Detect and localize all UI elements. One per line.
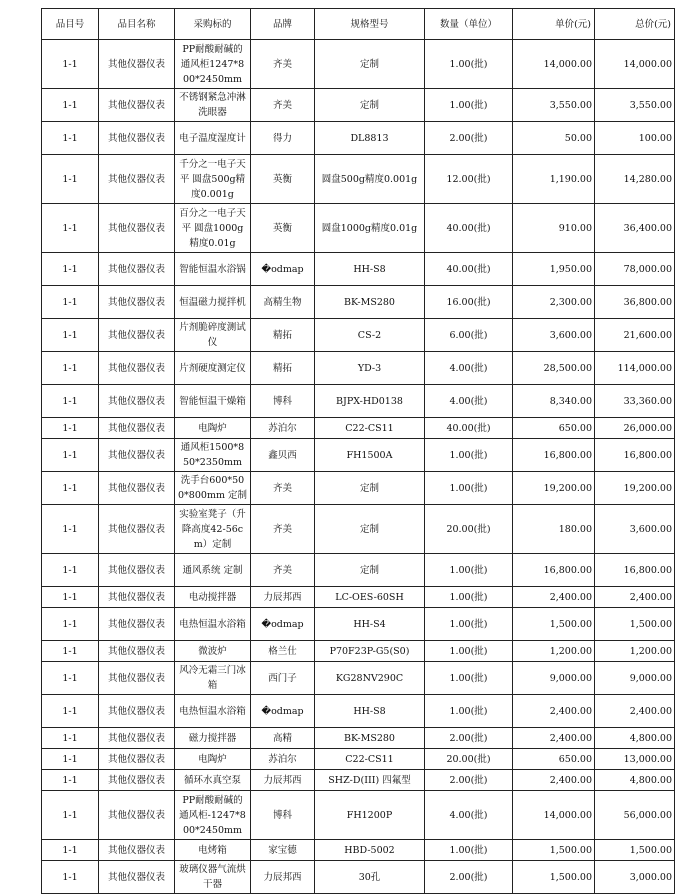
cell-item-no: 1-1 (42, 439, 99, 472)
table-row (42, 587, 675, 608)
cell-item-no: 1-1 (42, 641, 99, 662)
table-row (42, 319, 675, 352)
cell-quantity: 20.00(批) (425, 505, 513, 554)
cell-brand: 得力 (251, 122, 315, 155)
table-row (42, 122, 675, 155)
cell-item-name: 其他仪器仪表 (99, 749, 175, 770)
table-row (42, 662, 675, 695)
cell-item-name: 其他仪器仪表 (99, 155, 175, 204)
cell-quantity: 2.00(批) (425, 122, 513, 155)
cell-unit-price: 50.00 (513, 122, 595, 155)
table-row (42, 418, 675, 439)
cell-quantity: 1.00(批) (425, 840, 513, 861)
cell-item-no: 1-1 (42, 472, 99, 505)
header-item-name: 品目名称 (99, 9, 175, 40)
cell-total-price: 26,000.00 (595, 418, 675, 439)
table-row (42, 286, 675, 319)
cell-unit-price: 2,400.00 (513, 770, 595, 791)
cell-quantity: 1.00(批) (425, 587, 513, 608)
cell-unit-price: 650.00 (513, 749, 595, 770)
cell-item-no: 1-1 (42, 695, 99, 728)
cell-item-name: 其他仪器仪表 (99, 791, 175, 840)
cell-total-price: 3,550.00 (595, 89, 675, 122)
cell-total-price: 36,800.00 (595, 286, 675, 319)
cell-unit-price: 650.00 (513, 418, 595, 439)
cell-procurement-target: 电陶炉 (175, 749, 251, 770)
cell-quantity: 4.00(批) (425, 352, 513, 385)
cell-spec-model: HBD-5002 (315, 840, 425, 861)
cell-procurement-target: 通风柜1500*850*2350mm (175, 439, 251, 472)
cell-total-price: 16,800.00 (595, 554, 675, 587)
cell-item-no: 1-1 (42, 554, 99, 587)
cell-unit-price: 16,800.00 (513, 439, 595, 472)
cell-brand: 齐美 (251, 89, 315, 122)
cell-total-price: 36,400.00 (595, 204, 675, 253)
cell-item-no: 1-1 (42, 505, 99, 554)
cell-spec-model: BK-MS280 (315, 286, 425, 319)
cell-item-no: 1-1 (42, 418, 99, 439)
cell-item-no: 1-1 (42, 155, 99, 204)
cell-spec-model: P70F23P-G5(S0) (315, 641, 425, 662)
header-procurement-target: 采购标的 (175, 9, 251, 40)
cell-item-no: 1-1 (42, 319, 99, 352)
cell-spec-model: BJPX-HD0138 (315, 385, 425, 418)
cell-procurement-target: 片剂硬度测定仪 (175, 352, 251, 385)
cell-brand: 高精 (251, 728, 315, 749)
cell-spec-model: HH-S4 (315, 608, 425, 641)
cell-procurement-target: 洗手台600*500*800mm 定制 (175, 472, 251, 505)
table-row (42, 861, 675, 894)
cell-unit-price: 28,500.00 (513, 352, 595, 385)
cell-brand: �odmap (251, 695, 315, 728)
cell-spec-model: 定制 (315, 554, 425, 587)
header-brand: 品牌 (251, 9, 315, 40)
cell-procurement-target: PP耐酸耐碱的通风柜-1247*800*2450mm (175, 791, 251, 840)
cell-unit-price: 2,300.00 (513, 286, 595, 319)
cell-quantity: 1.00(批) (425, 662, 513, 695)
cell-procurement-target: 玻璃仪器气流烘干器 (175, 861, 251, 894)
cell-unit-price: 2,400.00 (513, 587, 595, 608)
cell-procurement-target: 百分之一电子天平 圆盘1000g精度0.01g (175, 204, 251, 253)
cell-brand: 格兰仕 (251, 641, 315, 662)
cell-spec-model: 30孔 (315, 861, 425, 894)
cell-quantity: 1.00(批) (425, 608, 513, 641)
cell-procurement-target: PP耐酸耐碱的通风柜1247*800*2450mm (175, 40, 251, 89)
cell-procurement-target: 循环水真空泵 (175, 770, 251, 791)
cell-total-price: 9,000.00 (595, 662, 675, 695)
cell-quantity: 2.00(批) (425, 728, 513, 749)
cell-total-price: 3,600.00 (595, 505, 675, 554)
cell-unit-price: 19,200.00 (513, 472, 595, 505)
header-total-price: 总价(元) (595, 9, 675, 40)
table-row (42, 385, 675, 418)
cell-item-name: 其他仪器仪表 (99, 122, 175, 155)
cell-unit-price: 180.00 (513, 505, 595, 554)
table-row (42, 204, 675, 253)
cell-item-name: 其他仪器仪表 (99, 253, 175, 286)
cell-item-name: 其他仪器仪表 (99, 695, 175, 728)
cell-unit-price: 14,000.00 (513, 791, 595, 840)
cell-procurement-target: 风冷无霜三门冰箱 (175, 662, 251, 695)
cell-total-price: 33,360.00 (595, 385, 675, 418)
cell-item-no: 1-1 (42, 662, 99, 695)
cell-unit-price: 16,800.00 (513, 554, 595, 587)
cell-total-price: 13,000.00 (595, 749, 675, 770)
cell-brand: 苏泊尔 (251, 418, 315, 439)
cell-item-name: 其他仪器仪表 (99, 641, 175, 662)
cell-item-name: 其他仪器仪表 (99, 439, 175, 472)
cell-spec-model: HH-S8 (315, 253, 425, 286)
cell-quantity: 40.00(批) (425, 253, 513, 286)
cell-quantity: 12.00(批) (425, 155, 513, 204)
cell-procurement-target: 电动搅拌器 (175, 587, 251, 608)
table-row (42, 608, 675, 641)
cell-item-no: 1-1 (42, 286, 99, 319)
table-body (42, 40, 675, 894)
cell-item-name: 其他仪器仪表 (99, 204, 175, 253)
cell-procurement-target: 智能恒温水浴锅 (175, 253, 251, 286)
cell-quantity: 1.00(批) (425, 641, 513, 662)
cell-quantity: 1.00(批) (425, 472, 513, 505)
cell-procurement-target: 电热恒温水浴箱 (175, 608, 251, 641)
cell-spec-model: 定制 (315, 505, 425, 554)
cell-procurement-target: 电子温度湿度计 (175, 122, 251, 155)
cell-item-no: 1-1 (42, 385, 99, 418)
cell-brand: 力辰邦西 (251, 587, 315, 608)
cell-procurement-target: 实验室凳子（升降高度42-56cm）定制 (175, 505, 251, 554)
cell-unit-price: 3,600.00 (513, 319, 595, 352)
cell-spec-model: 定制 (315, 472, 425, 505)
cell-quantity: 1.00(批) (425, 439, 513, 472)
table-row (42, 352, 675, 385)
header-unit-price: 单价(元) (513, 9, 595, 40)
cell-item-name: 其他仪器仪表 (99, 840, 175, 861)
cell-item-no: 1-1 (42, 608, 99, 641)
cell-total-price: 14,000.00 (595, 40, 675, 89)
cell-spec-model: KG28NV290C (315, 662, 425, 695)
cell-unit-price: 910.00 (513, 204, 595, 253)
table-row (42, 554, 675, 587)
cell-item-no: 1-1 (42, 840, 99, 861)
table-row (42, 40, 675, 89)
cell-item-name: 其他仪器仪表 (99, 472, 175, 505)
cell-total-price: 100.00 (595, 122, 675, 155)
cell-item-no: 1-1 (42, 89, 99, 122)
header-row (42, 9, 675, 40)
table-row (42, 505, 675, 554)
cell-unit-price: 1,500.00 (513, 861, 595, 894)
table-row (42, 641, 675, 662)
cell-procurement-target: 磁力搅拌器 (175, 728, 251, 749)
cell-item-name: 其他仪器仪表 (99, 608, 175, 641)
cell-procurement-target: 千分之一电子天平 圆盘500g精度0.001g (175, 155, 251, 204)
cell-item-no: 1-1 (42, 204, 99, 253)
cell-unit-price: 1,500.00 (513, 840, 595, 861)
cell-spec-model: SHZ-D(III) 四氟型 (315, 770, 425, 791)
table-row (42, 253, 675, 286)
cell-quantity: 1.00(批) (425, 554, 513, 587)
cell-brand: 齐美 (251, 40, 315, 89)
cell-item-no: 1-1 (42, 861, 99, 894)
cell-item-name: 其他仪器仪表 (99, 319, 175, 352)
cell-quantity: 20.00(批) (425, 749, 513, 770)
cell-procurement-target: 智能恒温干燥箱 (175, 385, 251, 418)
cell-quantity: 2.00(批) (425, 861, 513, 894)
table-row (42, 749, 675, 770)
cell-spec-model: 定制 (315, 89, 425, 122)
table-row (42, 840, 675, 861)
cell-quantity: 4.00(批) (425, 791, 513, 840)
cell-spec-model: FH1500A (315, 439, 425, 472)
cell-item-name: 其他仪器仪表 (99, 286, 175, 319)
cell-brand: 博科 (251, 385, 315, 418)
cell-quantity: 2.00(批) (425, 770, 513, 791)
cell-unit-price: 3,550.00 (513, 89, 595, 122)
cell-total-price: 2,400.00 (595, 695, 675, 728)
cell-item-name: 其他仪器仪表 (99, 728, 175, 749)
cell-total-price: 1,200.00 (595, 641, 675, 662)
header-item-no: 品目号 (42, 9, 99, 40)
cell-total-price: 21,600.00 (595, 319, 675, 352)
table-row (42, 155, 675, 204)
cell-procurement-target: 片剂脆碎度测试仪 (175, 319, 251, 352)
cell-quantity: 1.00(批) (425, 40, 513, 89)
cell-spec-model: 圆盘500g精度0.001g (315, 155, 425, 204)
cell-item-name: 其他仪器仪表 (99, 861, 175, 894)
cell-item-name: 其他仪器仪表 (99, 385, 175, 418)
cell-procurement-target: 不锈钢紧急冲淋洗眼器 (175, 89, 251, 122)
cell-total-price: 19,200.00 (595, 472, 675, 505)
cell-brand: 齐美 (251, 554, 315, 587)
cell-spec-model: YD-3 (315, 352, 425, 385)
cell-item-name: 其他仪器仪表 (99, 40, 175, 89)
cell-spec-model: DL8813 (315, 122, 425, 155)
cell-procurement-target: 微波炉 (175, 641, 251, 662)
cell-item-no: 1-1 (42, 253, 99, 286)
cell-item-no: 1-1 (42, 40, 99, 89)
cell-item-name: 其他仪器仪表 (99, 770, 175, 791)
cell-total-price: 3,000.00 (595, 861, 675, 894)
cell-item-no: 1-1 (42, 749, 99, 770)
cell-total-price: 114,000.00 (595, 352, 675, 385)
cell-brand: 精拓 (251, 352, 315, 385)
cell-item-name: 其他仪器仪表 (99, 554, 175, 587)
cell-item-name: 其他仪器仪表 (99, 587, 175, 608)
cell-unit-price: 14,000.00 (513, 40, 595, 89)
cell-unit-price: 2,400.00 (513, 728, 595, 749)
cell-quantity: 40.00(批) (425, 204, 513, 253)
cell-item-name: 其他仪器仪表 (99, 505, 175, 554)
cell-total-price: 78,000.00 (595, 253, 675, 286)
cell-brand: 力辰邦西 (251, 770, 315, 791)
cell-spec-model: HH-S8 (315, 695, 425, 728)
header-spec-model: 规格型号 (315, 9, 425, 40)
cell-brand: �odmap (251, 608, 315, 641)
cell-procurement-target: 电热恒温水浴箱 (175, 695, 251, 728)
table-row (42, 695, 675, 728)
cell-unit-price: 9,000.00 (513, 662, 595, 695)
table-row (42, 770, 675, 791)
cell-quantity: 6.00(批) (425, 319, 513, 352)
cell-unit-price: 1,950.00 (513, 253, 595, 286)
cell-total-price: 1,500.00 (595, 840, 675, 861)
cell-item-no: 1-1 (42, 122, 99, 155)
cell-unit-price: 1,200.00 (513, 641, 595, 662)
cell-spec-model: LC-OES-60SH (315, 587, 425, 608)
cell-total-price: 14,280.00 (595, 155, 675, 204)
cell-unit-price: 2,400.00 (513, 695, 595, 728)
cell-brand: 鑫贝西 (251, 439, 315, 472)
cell-quantity: 1.00(批) (425, 89, 513, 122)
cell-brand: 高精生物 (251, 286, 315, 319)
cell-item-no: 1-1 (42, 352, 99, 385)
cell-item-no: 1-1 (42, 587, 99, 608)
cell-brand: �odmap (251, 253, 315, 286)
cell-unit-price: 1,190.00 (513, 155, 595, 204)
cell-item-name: 其他仪器仪表 (99, 352, 175, 385)
cell-quantity: 40.00(批) (425, 418, 513, 439)
cell-quantity: 4.00(批) (425, 385, 513, 418)
cell-spec-model: BK-MS280 (315, 728, 425, 749)
cell-spec-model: C22-CS11 (315, 418, 425, 439)
cell-brand: 力辰邦西 (251, 861, 315, 894)
cell-brand: 精拓 (251, 319, 315, 352)
cell-brand: 英衡 (251, 155, 315, 204)
cell-brand: 英衡 (251, 204, 315, 253)
table-row (42, 472, 675, 505)
cell-item-no: 1-1 (42, 770, 99, 791)
cell-procurement-target: 恒温磁力搅拌机 (175, 286, 251, 319)
cell-brand: 博科 (251, 791, 315, 840)
cell-item-name: 其他仪器仪表 (99, 418, 175, 439)
table-row (42, 89, 675, 122)
cell-item-name: 其他仪器仪表 (99, 662, 175, 695)
cell-total-price: 2,400.00 (595, 587, 675, 608)
cell-brand: 苏泊尔 (251, 749, 315, 770)
table-row (42, 439, 675, 472)
cell-brand: 齐美 (251, 505, 315, 554)
cell-quantity: 16.00(批) (425, 286, 513, 319)
cell-unit-price: 1,500.00 (513, 608, 595, 641)
cell-spec-model: 定制 (315, 40, 425, 89)
cell-procurement-target: 电陶炉 (175, 418, 251, 439)
procurement-table (41, 8, 675, 894)
cell-spec-model: 圆盘1000g精度0.01g (315, 204, 425, 253)
cell-unit-price: 8,340.00 (513, 385, 595, 418)
cell-spec-model: C22-CS11 (315, 749, 425, 770)
cell-brand: 家宝德 (251, 840, 315, 861)
cell-spec-model: CS-2 (315, 319, 425, 352)
cell-item-no: 1-1 (42, 791, 99, 840)
cell-spec-model: FH1200P (315, 791, 425, 840)
cell-procurement-target: 电烤箱 (175, 840, 251, 861)
cell-brand: 西门子 (251, 662, 315, 695)
cell-quantity: 1.00(批) (425, 695, 513, 728)
cell-total-price: 16,800.00 (595, 439, 675, 472)
table-row (42, 728, 675, 749)
cell-total-price: 1,500.00 (595, 608, 675, 641)
cell-total-price: 56,000.00 (595, 791, 675, 840)
header-quantity: 数量（单位） (425, 9, 513, 40)
cell-procurement-target: 通风系统 定制 (175, 554, 251, 587)
table-row (42, 791, 675, 840)
cell-item-no: 1-1 (42, 728, 99, 749)
cell-item-name: 其他仪器仪表 (99, 89, 175, 122)
cell-total-price: 4,800.00 (595, 728, 675, 749)
cell-brand: 齐美 (251, 472, 315, 505)
cell-total-price: 4,800.00 (595, 770, 675, 791)
